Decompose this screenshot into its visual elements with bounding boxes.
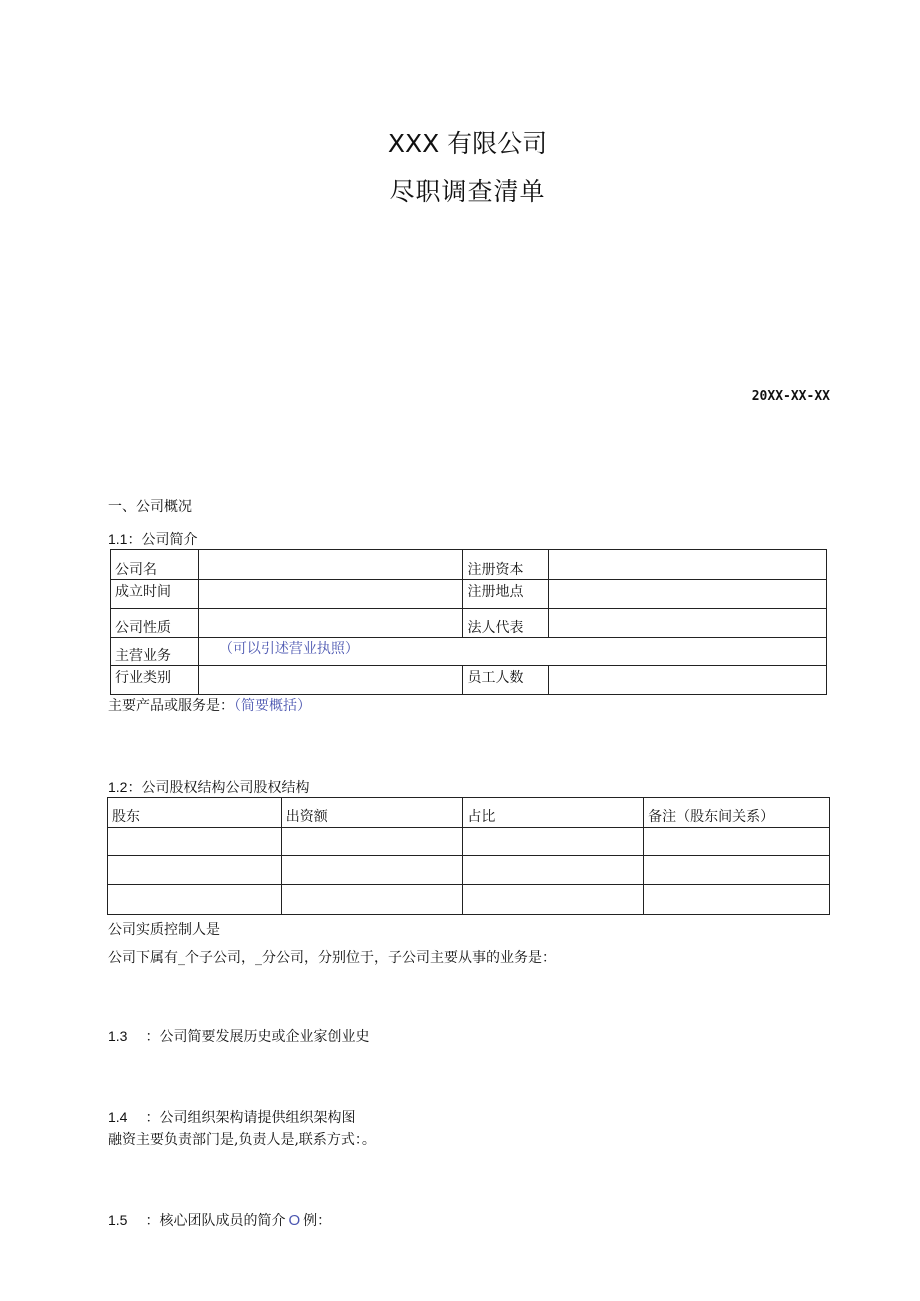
table-cell[interactable] [463,856,644,885]
founded-label: 成立时间 [111,580,199,609]
employees-value[interactable] [549,666,827,695]
table-row [108,856,830,885]
company-name-label: 公司名 [111,550,199,580]
example-label: 例： [303,1213,332,1229]
main-business-label: 主营业务 [111,638,199,666]
table-row [108,828,830,856]
table-row [108,885,830,915]
table-cell[interactable] [108,828,282,856]
registered-address-label: 注册地点 [463,580,549,609]
table-cell[interactable] [463,885,644,915]
table-cell[interactable] [644,828,830,856]
founded-value[interactable] [198,580,463,609]
table-cell[interactable] [108,885,282,915]
products-label: 主要产品或服务是： [108,698,234,714]
subsection-number: 1.3 [108,1028,128,1044]
column-header-capital: 出资额 [281,798,463,828]
company-nature-label: 公司性质 [111,609,199,638]
shareholder-table [107,797,830,915]
table-cell[interactable] [463,828,644,856]
circle-mark: O [288,1212,301,1229]
registered-capital-label: 注册资本 [463,550,549,580]
document-title: XXX 有限公司 [387,129,548,158]
registered-address-value[interactable] [549,580,827,609]
table-cell[interactable] [108,856,282,885]
actual-controller-line: 公司实质控制人是 [108,922,220,938]
company-name-value[interactable] [198,550,463,580]
subsidiaries-line: 公司下属有_个子公司，_分公司，分别位于，子公司主要从事的业务是： [108,950,556,966]
products-line [108,697,311,715]
subsection-1-5-heading [108,1211,331,1230]
document-subtitle: 尽职调查清单 [389,177,546,206]
subsection-label: 公司简介 [141,532,198,548]
document-date: 20XX-XX-XX [751,389,830,404]
section-heading: 一、公司概况 [108,499,192,515]
financing-contact-line: 融资主要负责部门是,负责人是,联系方式：。 [108,1132,376,1148]
column-header-remark: 备注（股东间关系） [644,798,830,828]
table-header-row [108,798,830,828]
subsection-number: 1.2： [108,779,142,795]
industry-label: 行业类别 [111,666,199,695]
subsection-label: ：核心团队成员的简介 [145,1213,286,1229]
column-header-shareholder: 股东 [108,798,282,828]
column-header-ratio: 占比 [463,798,644,828]
subsection-1-2-heading [108,778,309,797]
subsection-number: 1.1： [108,531,142,547]
industry-value[interactable] [198,666,463,695]
subsection-label: ：公司简要发展历史或企业家创业史 [145,1029,370,1045]
employees-label: 员工人数 [463,666,549,695]
table-cell[interactable] [644,885,830,915]
subsection-label: ：公司组织架构请提供组织架构图 [145,1110,356,1126]
subsection-1-4-heading [108,1108,355,1127]
company-nature-value[interactable] [198,609,463,638]
main-business-value[interactable] [198,638,826,666]
subsection-number: 1.4 [108,1109,128,1125]
table-cell[interactable] [281,828,463,856]
subsection-1-3-heading [108,1027,369,1046]
subsection-number: 1.5 [108,1212,128,1228]
company-profile-table [110,549,827,695]
subsection-label: 公司股权结构公司股权结构 [141,780,310,796]
products-hint: （简要概括） [234,698,311,714]
table-cell[interactable] [281,885,463,915]
legal-rep-value[interactable] [549,609,827,638]
main-business-hint: （可以引述营业执照） [218,641,359,657]
legal-rep-label: 法人代表 [463,609,549,638]
registered-capital-value[interactable] [549,550,827,580]
table-cell[interactable] [281,856,463,885]
table-cell[interactable] [644,856,830,885]
subsection-1-1-heading [108,530,197,549]
